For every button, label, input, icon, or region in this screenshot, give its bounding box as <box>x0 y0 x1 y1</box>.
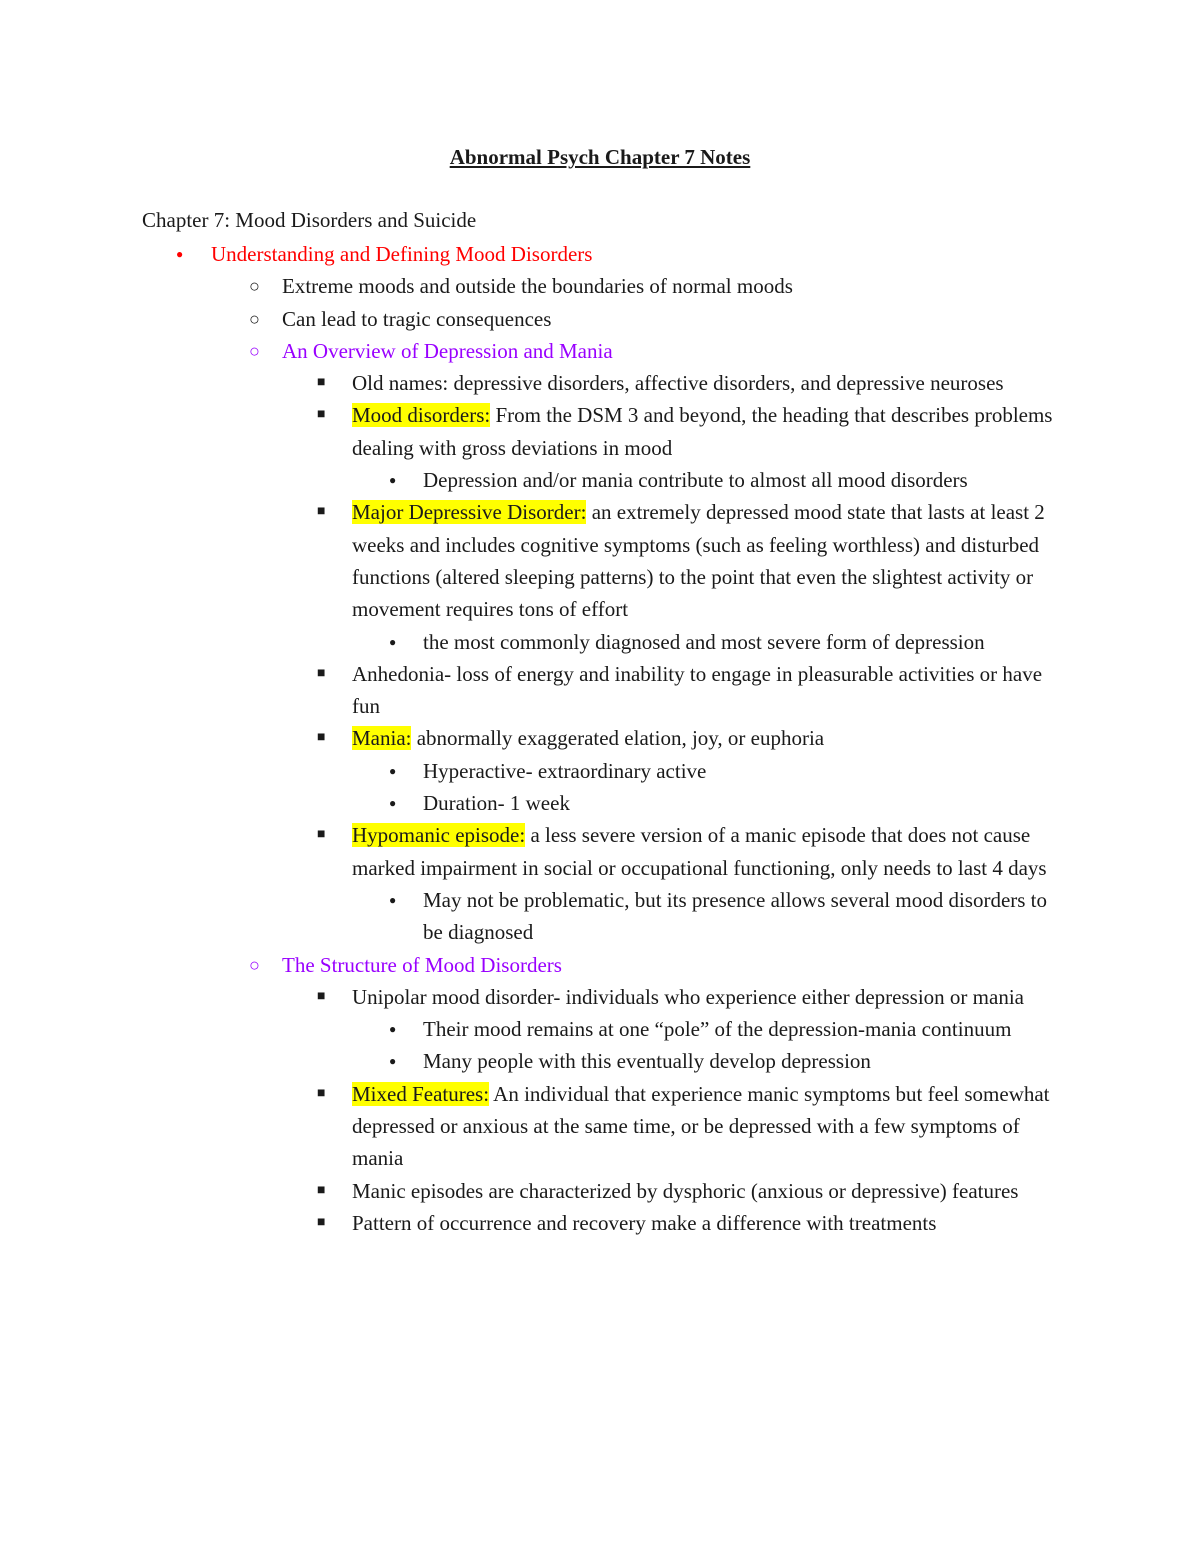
square-bullet-icon: ■ <box>317 407 326 423</box>
list-item: ● Hyperactive- extraordinary active <box>0 755 1200 787</box>
list-item: ○ Can lead to tragic consequences <box>0 303 1200 335</box>
square-bullet-icon: ■ <box>317 665 326 681</box>
square-bullet-icon: ■ <box>317 504 326 520</box>
chapter-heading: Chapter 7: Mood Disorders and Suicide <box>142 208 477 232</box>
square-bullet-icon: ■ <box>317 1214 326 1230</box>
square-bullet-icon: ■ <box>317 1182 326 1198</box>
section-heading: Understanding and Defining Mood Disorders <box>211 242 593 266</box>
document-title: Abnormal Psych Chapter 7 Notes <box>449 145 751 169</box>
subsection-heading: The Structure of Mood Disorders <box>282 952 562 977</box>
list-item: ● Depression and/or mania contribute to almost all mood disorders <box>0 464 1200 496</box>
filled-circle-bullet-icon: ● <box>389 634 397 649</box>
filled-circle-bullet-icon: ● <box>389 796 397 811</box>
list-item: ■ Major Depressive Disorder: an extremely depressed mood state that lasts at least 2 weeks and includes cognitive symptoms (such as feeling worthless) and disturbed functions (altered sleeping patterns) to the point that even the slightest activity or movement requires tons of effort <box>0 496 1200 625</box>
square-bullet-icon: ■ <box>317 730 326 746</box>
list-item: ● May not be problematic, but its presence allows several mood disorders to be diagnosed <box>0 884 1200 949</box>
list-item: ■ Mixed Features: An individual that experience manic symptoms but feel somewhat depressed or anxious at the same time, or be depressed with a few symptoms of mania <box>0 1078 1200 1175</box>
list-item: ■ Mania: abnormally exaggerated elation, joy, or euphoria <box>0 722 1200 754</box>
subsection-heading: An Overview of Depression and Mania <box>282 338 613 363</box>
square-bullet-icon: ■ <box>317 375 326 391</box>
hollow-circle-bullet-icon: ○ <box>249 276 260 297</box>
list-item: ■ Hypomanic episode: a less severe version of a manic episode that does not cause marked impairment in social or occupational functioning, only needs to last 4 days <box>0 819 1200 884</box>
square-bullet-icon: ■ <box>317 1085 326 1101</box>
list-item: ■ Pattern of occurrence and recovery make a difference with treatments <box>0 1207 1200 1239</box>
hollow-circle-bullet-icon: ○ <box>249 954 260 975</box>
list-item <box>0 238 1200 270</box>
list-item: ● Duration- 1 week <box>0 787 1200 819</box>
hollow-circle-bullet-icon: ○ <box>249 340 260 361</box>
list-item: ■ Anhedonia- loss of energy and inability to engage in pleasurable activities or have fun <box>0 658 1200 723</box>
filled-circle-bullet-icon: ● <box>176 247 184 261</box>
square-bullet-icon: ■ <box>317 827 326 843</box>
highlighted-term: Major Depressive Disorder: <box>352 500 587 525</box>
hollow-circle-bullet-icon: ○ <box>249 308 260 329</box>
list-item: ○ Extreme moods and outside the boundaries of normal moods <box>0 270 1200 302</box>
list-item: ■ Manic episodes are characterized by dysphoric (anxious or depressive) features <box>0 1175 1200 1207</box>
list-item <box>0 949 1200 981</box>
filled-circle-bullet-icon: ● <box>389 1022 397 1037</box>
highlighted-term: Hypomanic episode: <box>352 823 526 848</box>
list-item <box>0 335 1200 367</box>
notes-outline <box>0 238 1200 1239</box>
list-item: ■ Old names: depressive disorders, affective disorders, and depressive neuroses <box>0 367 1200 399</box>
highlighted-term: Mania: <box>352 726 412 751</box>
list-item: ■ Unipolar mood disorder- individuals who experience either depression or mania <box>0 981 1200 1013</box>
list-item: ■ Mood disorders: From the DSM 3 and beyond, the heading that describes problems dealing with gross deviations in mood <box>0 399 1200 464</box>
filled-circle-bullet-icon: ● <box>389 1054 397 1069</box>
highlighted-term: Mixed Features: <box>352 1081 490 1106</box>
filled-circle-bullet-icon: ● <box>389 473 397 488</box>
square-bullet-icon: ■ <box>317 988 326 1004</box>
list-item: ● the most commonly diagnosed and most severe form of depression <box>0 626 1200 658</box>
list-item: ● Their mood remains at one “pole” of the depression-mania continuum <box>0 1013 1200 1045</box>
filled-circle-bullet-icon: ● <box>389 763 397 778</box>
filled-circle-bullet-icon: ● <box>389 892 397 907</box>
list-item: ● Many people with this eventually develop depression <box>0 1045 1200 1077</box>
highlighted-term: Mood disorders: <box>352 403 491 428</box>
